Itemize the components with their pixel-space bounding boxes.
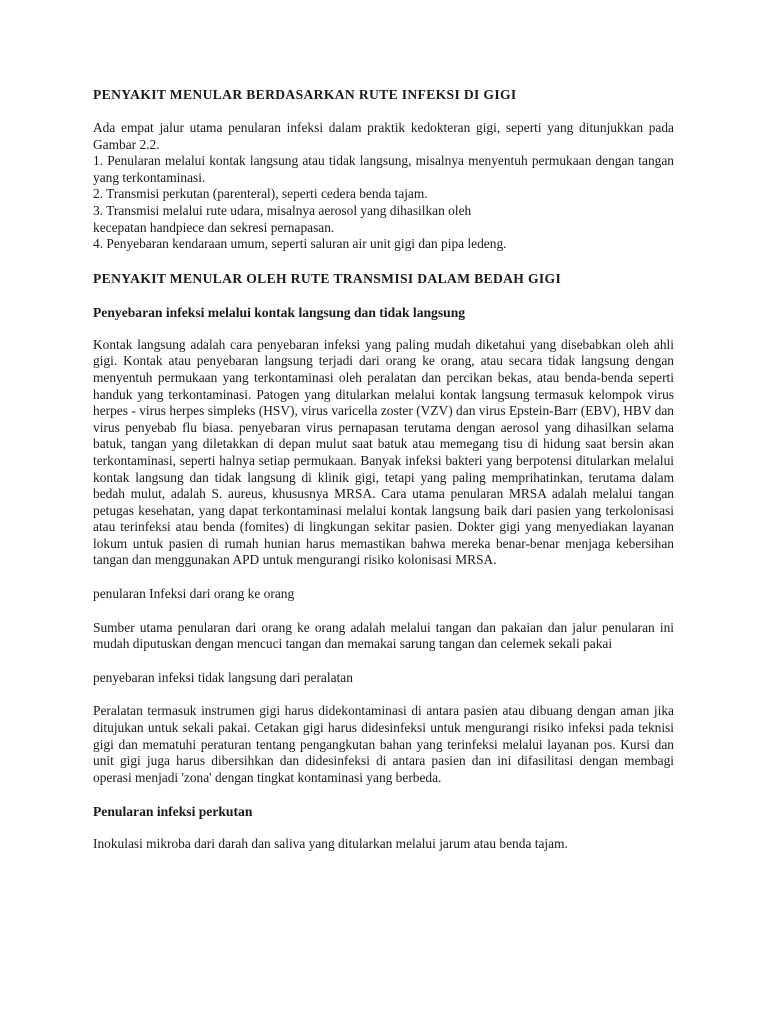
route-list <box>93 153 674 253</box>
document-page <box>93 86 674 870</box>
route-item: 4. Penyebaran kendaraan umum, seperti saluran air unit gigi dan pipa ledeng. <box>93 236 507 252</box>
intro-paragraph: Ada empat jalur utama penularan infeksi dalam praktik kedokteran gigi, seperti yang ditunjukkan pada Gambar 2.2. <box>93 120 674 152</box>
route-item: 1. Penularan melalui kontak langsung atau tidak langsung, misalnya menyentuh permukaan dengan tangan yang terkontaminasi. <box>93 153 674 185</box>
person-paragraph: Sumber utama penularan dari orang ke orang adalah melalui tangan dan pakaian dan jalur penularan ini mudah diputuskan dengan mencuci tangan dan memakai sarung tangan dan celemek sekali pakai <box>93 619 674 652</box>
heading-routes: PENYAKIT MENULAR BERDASARKAN RUTE INFEKSI DI GIGI <box>93 87 517 102</box>
route-item: kecepatan handpiece dan sekresi pernapasan. <box>93 219 335 235</box>
route-item: 2. Transmisi perkutan (parenteral), seperti cedera benda tajam. <box>93 186 428 202</box>
subheading-percutaneous: Penularan infeksi perkutan <box>93 804 253 820</box>
subheading-contact: Penyebaran infeksi melalui kontak langsung dan tidak langsung <box>93 304 466 320</box>
equipment-paragraph: Peralatan termasuk instrumen gigi harus didekontaminasi di antara pasien atau dibuang dengan aman jika ditujukan untuk sekali pakai. Cetakan gigi harus didesinfeksi untuk mengurangi risiko infeksi pada teknisi gigi dan mematuhi peraturan tentang pengangkutan bahan yang terinfeksi melalui layanan pos. Kursi dan unit gigi juga harus dibersihkan dan didesinfeksi di antara pasien dan ini difasilitasi dengan membagi operasi menjadi 'zona' dengan tingkat kontaminasi yang berbeda. <box>93 703 674 785</box>
contact-paragraph: Kontak langsung adalah cara penyebaran infeksi yang paling mudah diketahui yang disebabkan oleh ahli gigi. Kontak atau penyebaran langsung terjadi dari orang ke orang, atau secara tidak langsung dengan menyentuh permukaan yang terkontaminasi oleh peralatan dan percikan bekas, atau benda-benda seperti handuk yang terkontaminasi. Patogen yang ditularkan melalui kontak langsung termasuk kelompok virus herpes - virus herpes simpleks (HSV), virus varicella zoster (VZV) dan virus Epstein-Barr (EBV), HBV dan virus penyebab flu biasa. penyebaran virus pernapasan terutama dengan aerosol yang dihasilkan selama batuk, tangan yang diletakkan di depan mulut saat batuk atau memegang tisu di hidung saat bersin akan terkontaminasi, seperti halnya setiap permukaan. Banyak infeksi bakteri yang berpotensi ditularkan melalui kontak langsung dan tidak langsung di klinik gigi, tetapi yang paling memprihatinkan, terutama dalam bedah mulut, adalah S. aureus, khususnya MRSA. Cara utama penularan MRSA adalah melalui tangan petugas kesehatan, yang dapat terkontaminasi melalui kontak langsung baik dari pasien yang terkolonisasi atau terinfeksi atau benda (fomites) di lingkungan sekitar pasien. Dokter gigi yang menyediakan layanan lokum untuk pasien di rumah hunian harus memastikan bahwa mereka benar-benar menjaga kebersihan tangan dan menggunakan APD untuk mengurangi risiko kolonisasi MRSA. <box>93 336 674 568</box>
heading-transmission: PENYAKIT MENULAR OLEH RUTE TRANSMISI DALAM BEDAH GIGI <box>93 270 562 286</box>
subheading-person: penularan Infeksi dari orang ke orang <box>93 586 295 602</box>
percutaneous-paragraph: Inokulasi mikroba dari darah dan saliva yang ditularkan melalui jarum atau benda tajam. <box>93 836 568 852</box>
subheading-equipment: penyebaran infeksi tidak langsung dari peralatan <box>93 669 353 685</box>
route-item: 3. Transmisi melalui rute udara, misalnya aerosol yang dihasilkan oleh <box>93 202 472 218</box>
